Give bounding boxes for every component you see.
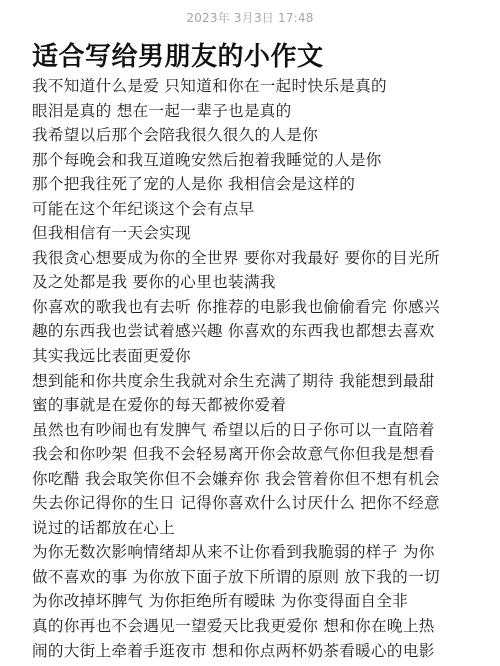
note-body[interactable] [32, 74, 472, 663]
note-line[interactable]: 可能在这个年纪谈这个会有点早 [32, 199, 255, 218]
note-line[interactable]: 虽然也有吵闹也有发脾气 希望以后的日子你可以一直陪着 [32, 420, 435, 439]
note-line[interactable]: 我很贪心想要成为你的全世界 要你对我最好 要你的目光所 [32, 248, 440, 267]
note-title[interactable]: 适合写给男朋友的小作文 [32, 42, 324, 72]
note-line[interactable]: 其实我远比表面更爱你 [32, 347, 191, 366]
note-line[interactable]: 为你无数次影响情绪却从来不让你看到我脆弱的样子 为你 [32, 543, 435, 562]
note-line[interactable]: 你吃醋 我会取笑你但不会嫌弃你 我会管着你但不想有机会 [32, 469, 440, 488]
note-line[interactable]: 那个把我往死了宠的人是你 我相信会是这样的 [32, 175, 356, 194]
note-line[interactable]: 真的你再也不会遇见一望爱天比我更爱你 想和你在晚上热 [32, 617, 435, 636]
note-timestamp: 2023年 3月3日 17:48 [186, 11, 314, 25]
note-line[interactable]: 说过的话都放在心上 [32, 518, 176, 537]
note-line[interactable]: 失去你记得你的生日 记得你喜欢什么讨厌什么 把你不经意 [32, 494, 440, 513]
note-line[interactable]: 趣的东西我也尝试着感兴趣 你喜欢的东西我也都想去喜欢 [32, 322, 435, 341]
note-line[interactable]: 我希望以后那个会陪我很久很久的人是你 [32, 126, 319, 145]
note-line[interactable]: 蜜的事就是在爱你的每天都被你爱着 [32, 396, 287, 415]
note-line[interactable]: 为你改掉坏脾气 为你拒绝所有暧昧 为你变得面自全非 [32, 592, 409, 611]
note-line[interactable]: 你喜欢的歌我也有去听 你推荐的电影我也偷偷看完 你感兴 [32, 297, 440, 316]
note-line[interactable]: 眼泪是真的 想在一起一辈子也是真的 [32, 101, 292, 120]
note-line[interactable]: 做不喜欢的事 为你放下面子放下所谓的原则 放下我的一切 [32, 567, 440, 586]
note-line[interactable]: 但我相信有一天会实现 [32, 224, 191, 243]
note-line[interactable]: 那个每晚会和我互道晚安然后抱着我睡觉的人是你 [32, 150, 382, 169]
note-line[interactable]: 想到能和你共度余生我就对余生充满了期待 我能想到最甜 [32, 371, 435, 390]
note-line[interactable]: 闹的大街上牵着手逛夜市 想和你点两杯奶茶看暖心的电影 [32, 641, 435, 660]
note-line[interactable]: 及之处都是我 要你的心里也装满我 [32, 273, 276, 292]
note-line[interactable]: 我会和你吵架 但我不会轻易离开你会故意气你但我是想看 [32, 445, 435, 464]
note-line[interactable]: 我不知道什么是爱 只知道和你在一起时快乐是真的 [32, 77, 387, 95]
